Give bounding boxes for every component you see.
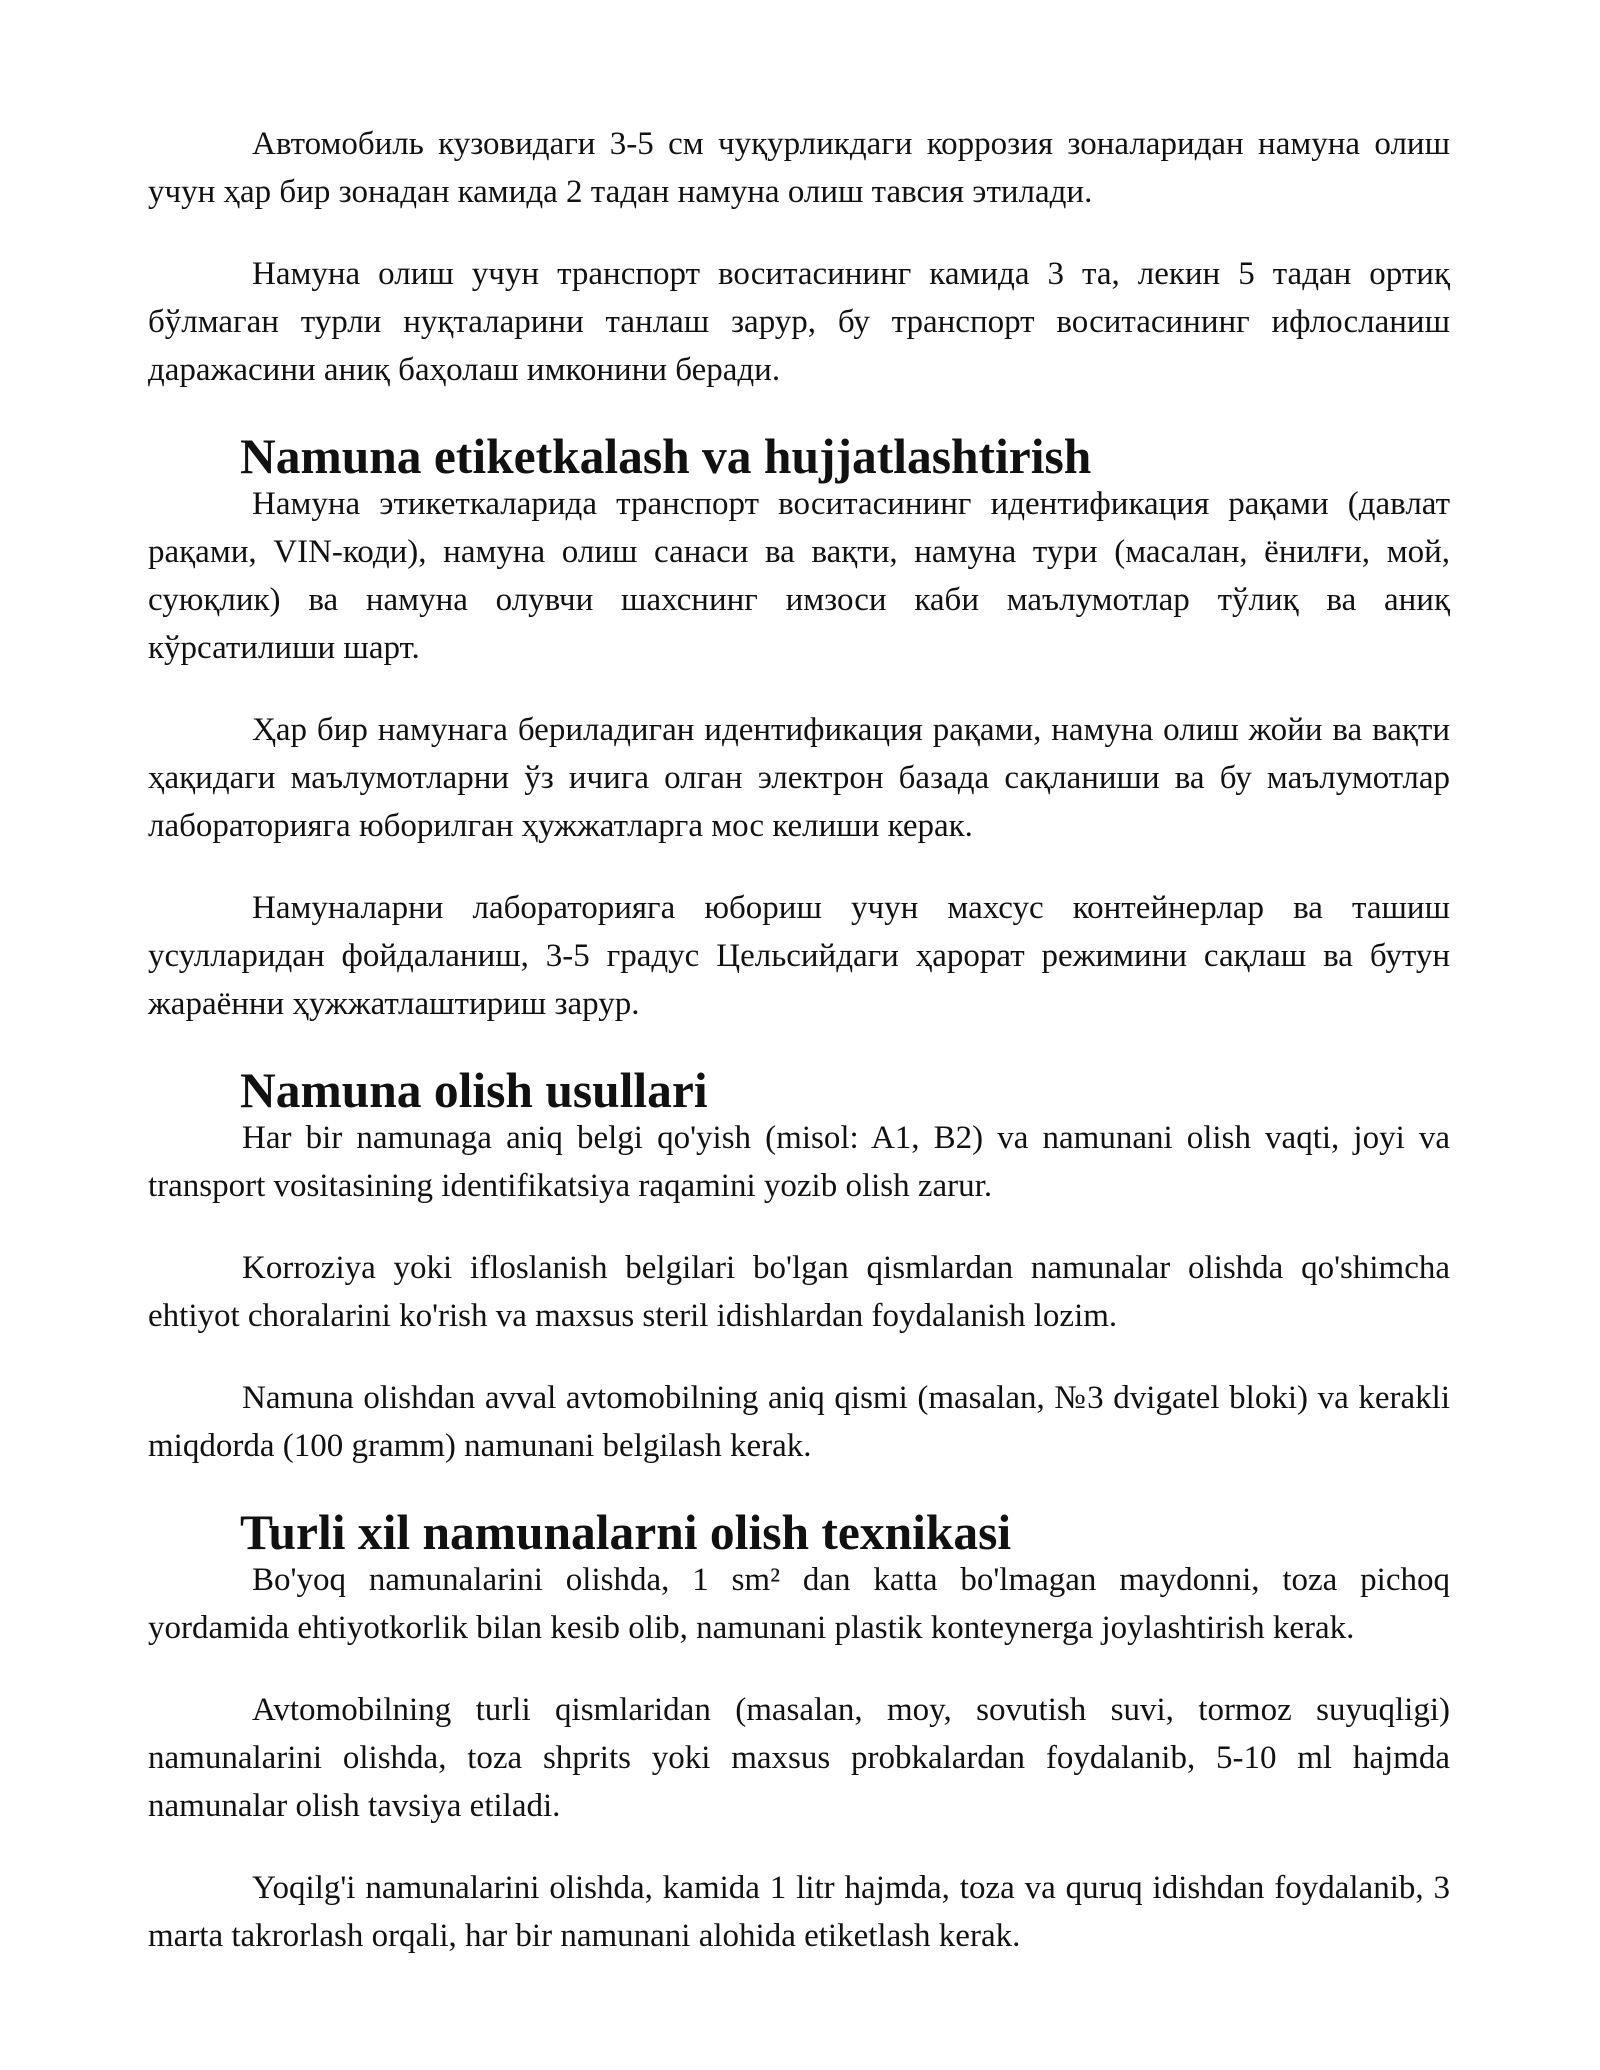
paragraph: Bo'yoq namunalarini olishda, 1 sm² dan katta bo'lmagan maydonni, toza pichoq yordamida ehtiyotkorlik bilan kesib olib, namunani plastik konteynerga joylashtirish kerak. (148, 1562, 1450, 1646)
paragraph: Har bir namunaga aniq belgi qo'yish (misol: A1, B2) va namunani olish vaqti, joyi va transport vositasining identifikatsiya raqamini yozib olish zarur. (148, 1120, 1450, 1204)
section-heading: Turli xil namunalarni olish texnikasi (240, 1505, 1012, 1560)
paragraph: Avtomobilning turli qismlaridan (masalan, moy, sovutish suvi, tormoz suyuqligi) namunalarini olishda, toza shprits yoki maxsus probkalardan foydalanib, 5-10 ml hajmda namunalar olish tavsiya etiladi. (148, 1692, 1450, 1824)
paragraph: Автомобиль кузовидаги 3-5 см чуқурликдаги коррозия зоналаридан намуна олиш учун ҳар бир зонадан камида 2 тадан намуна олиш тавсия этилади. (148, 126, 1450, 210)
section-heading: Namuna olish usullari (240, 1063, 708, 1118)
paragraph: Korroziya yoki ifloslanish belgilari bo'lgan qismlardan namunalar olishda qo'shimcha ehtiyot choralarini ko'rish va maxsus steril idishlardan foydalanish lozim. (148, 1250, 1450, 1334)
paragraph: Namuna olishdan avval avtomobilning aniq qismi (masalan, №3 dvigatel bloki) va kerakli miqdorda (100 gramm) namunani belgilash kerak. (148, 1380, 1450, 1464)
paragraph: Намуна олиш учун транспорт воситасининг камида 3 та, лекин 5 тадан ортиқ бўлмаган турли нуқталарини танлаш зарур, бу транспорт воситасининг ифлосланиш даражасини аниқ баҳолаш имконини беради. (148, 256, 1450, 388)
document-body (148, 120, 1450, 1960)
section-heading: Namuna etiketkalash va hujjatlashtirish (240, 429, 1092, 484)
paragraph: Намуна этикеткаларида транспорт воситасининг идентификация рақами (давлат рақами, VIN-коди), намуна олиш санаси ва вақти, намуна тури (масалан, ёнилғи, мой, суюқлик) ва намуна олувчи шахснинг имзоси каби маълумотлар тўлиқ ва аниқ кўрсатилиши шарт. (148, 486, 1450, 666)
paragraph: Yoqilg'i namunalarini olishda, kamida 1 litr hajmda, toza va quruq idishdan foydalanib, 3 marta takrorlash orqali, har bir namunani alohida etiketlash kerak. (148, 1870, 1450, 1954)
paragraph: Намуналарни лабораторияга юбориш учун махсус контейнерлар ва ташиш усулларидан фойдаланиш, 3-5 градус Цельсийдаги ҳарорат режимини сақлаш ва бутун жараённи ҳужжатлаштириш зарур. (148, 890, 1450, 1022)
paragraph: Ҳар бир намунага бериладиган идентификация рақами, намуна олиш жойи ва вақти ҳақидаги маълумотларни ўз ичига олган электрон базада сақланиши ва бу маълумотлар лабораторияга юборилган ҳужжатларга мос келиши керак. (148, 712, 1450, 844)
